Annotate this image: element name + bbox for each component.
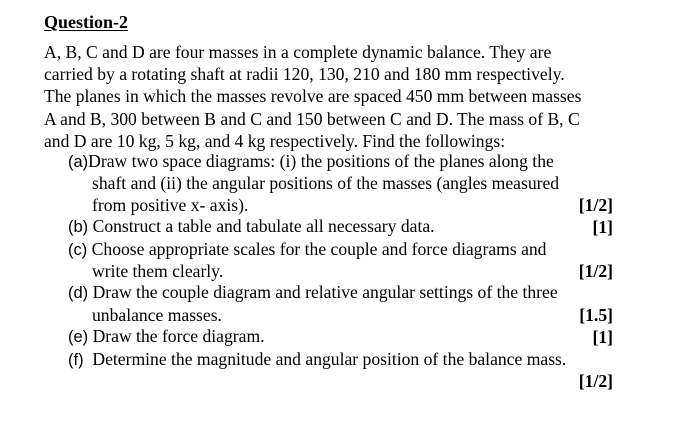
sub-question-text: Determine the magnitude and angular position of the balance mass.: [92, 348, 567, 369]
sub-question-text: write them clearly.: [92, 261, 224, 282]
statement-line: carried by a rotating shaft at radii 120, 130, 210 and 180 mm respectively.: [44, 64, 565, 85]
sub-question-b: [68, 216, 613, 238]
marks-label: [1]: [592, 217, 613, 238]
statement-line: and D are 10 kg, 5 kg, and 4 kg respectively. Find the followings:: [44, 130, 506, 151]
sub-question-d: [68, 282, 613, 326]
statement-line: The planes in which the masses revolve are spaced 450 mm between masses: [44, 86, 582, 107]
sub-question-text: Choose appropriate scales for the couple and force diagrams and: [91, 238, 547, 259]
sub-question-text: Draw the force diagram.: [92, 326, 265, 347]
sub-questions-list: [68, 151, 613, 392]
sub-question-c: [68, 239, 613, 283]
marks-label: [1.5]: [579, 304, 613, 325]
sub-question-text: from positive x- axis).: [92, 194, 249, 215]
sub-question-text: shaft and (ii) the angular positions of the masses (angles measured: [92, 173, 560, 194]
statement-line: A and B, 300 between B and C and 150 between C and D. The mass of B, C: [44, 108, 580, 129]
marks-label: [1]: [592, 327, 613, 348]
marks-label: [1/2]: [578, 194, 613, 215]
question-statement: [44, 41, 581, 152]
statement-line: A, B, C and D are four masses in a complete dynamic balance. They are: [44, 42, 552, 62]
sub-question-label: (e): [68, 328, 89, 347]
sub-question-text: Draw two space diagrams: (i) the positions of the planes along the: [88, 151, 554, 171]
sub-question-f: [68, 349, 613, 393]
sub-question-label: (a): [68, 153, 89, 171]
marks-label: [1/2]: [578, 261, 613, 282]
sub-question-label: (c): [68, 240, 88, 259]
sub-question-text: unbalance masses.: [92, 304, 222, 325]
sub-question-label: (b): [68, 218, 89, 237]
sub-question-label: (f): [68, 350, 84, 369]
sub-question-text: Construct a table and tabulate all necessary data.: [92, 216, 435, 237]
sub-question-text: Draw the couple diagram and relative angular settings of the three: [92, 282, 558, 303]
question-title: Question-2: [44, 12, 129, 32]
sub-question-e: [68, 326, 613, 348]
marks-label: [1/2]: [578, 371, 613, 392]
sub-question-label: (d): [68, 284, 89, 303]
sub-question-a: [68, 151, 613, 216]
